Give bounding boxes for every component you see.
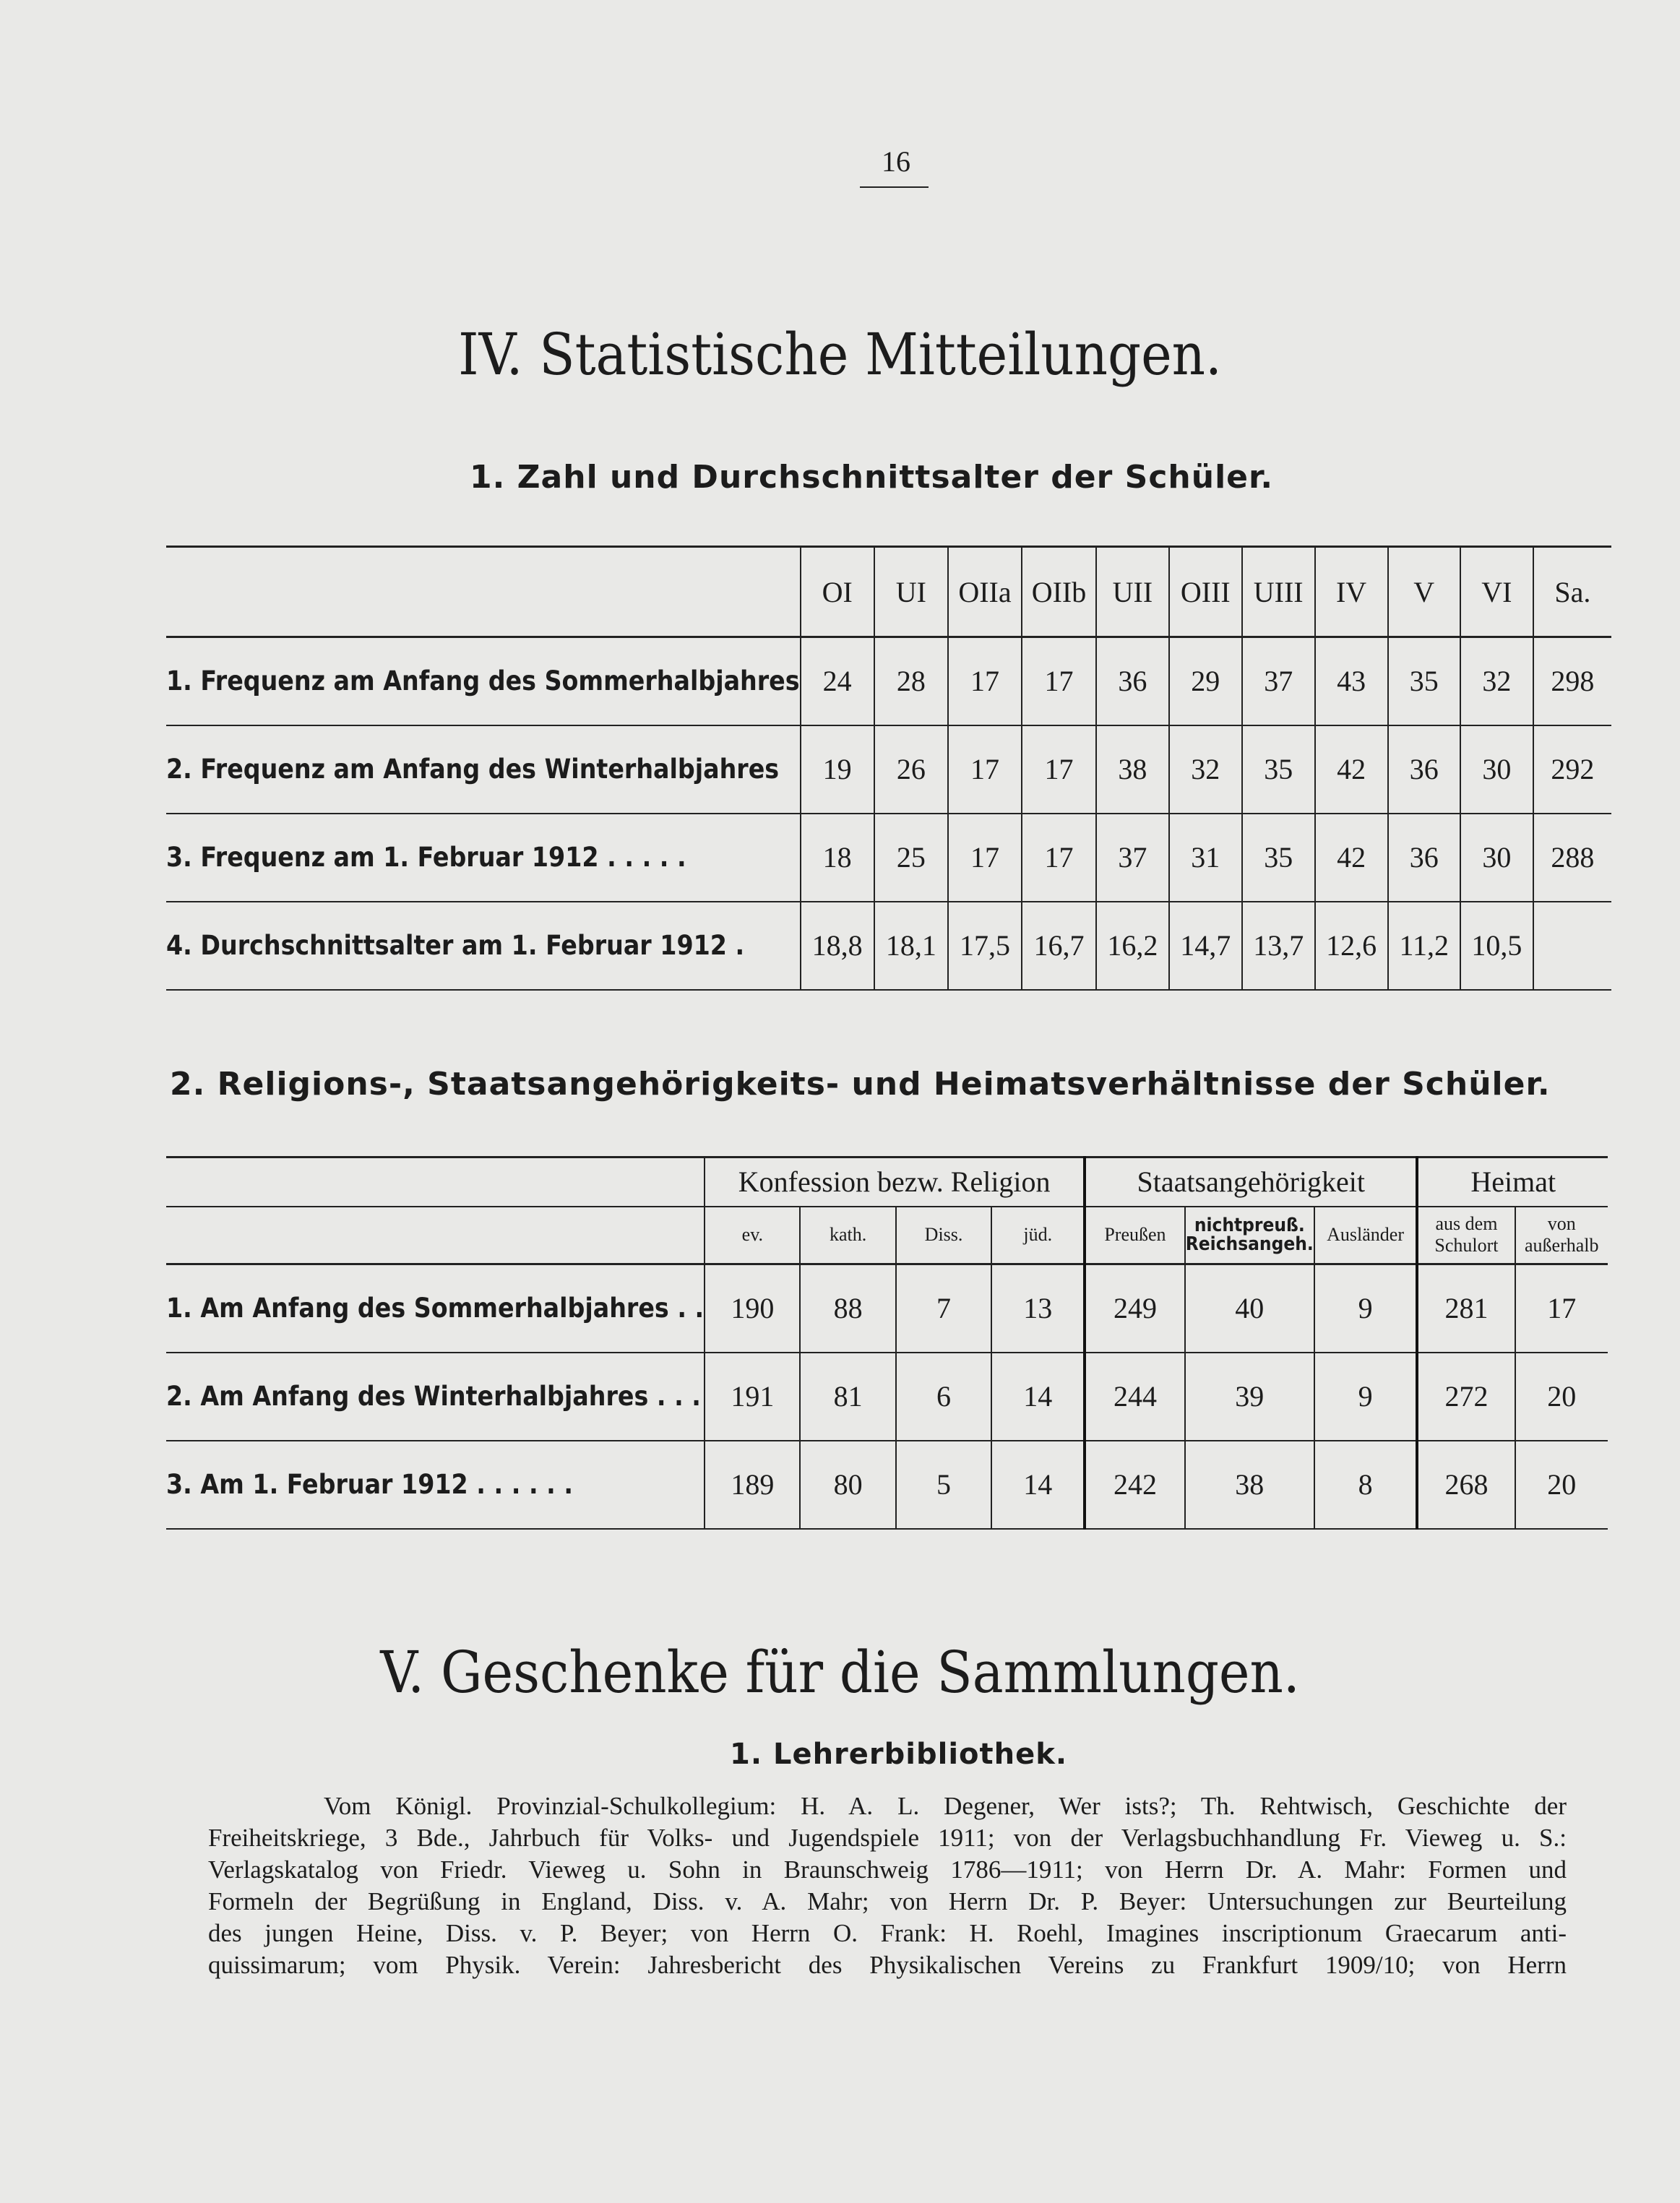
table-cell-sum: 288 bbox=[1533, 814, 1611, 902]
table-cell: 38 bbox=[1096, 725, 1169, 814]
table-cell: 32 bbox=[1460, 637, 1533, 725]
page-number: 16 bbox=[882, 145, 910, 178]
table-cell: 36 bbox=[1096, 637, 1169, 725]
table-cell: 32 bbox=[1169, 725, 1242, 814]
group-header-staatsangehoerigkeit: Staatsangehörigkeit bbox=[1085, 1157, 1417, 1207]
table1-col-header: IV bbox=[1315, 547, 1388, 637]
table-cell: 80 bbox=[800, 1441, 895, 1529]
table-cell: 17 bbox=[1022, 725, 1096, 814]
table-cell: 17,5 bbox=[948, 902, 1022, 990]
paragraph-line: Vom Königl. Provinzial-Schulkollegium: H. A. L. Degener, Wer ists?; Th. Rehtwisch, Geschichte der bbox=[324, 1792, 1567, 1820]
table-cell: 14 bbox=[991, 1441, 1085, 1529]
row-label: 2. Frequenz am Anfang des Winterhalbjahres bbox=[166, 725, 801, 814]
table-cell: 29 bbox=[1169, 637, 1242, 725]
table-cell: 20 bbox=[1515, 1353, 1608, 1441]
table-cell: 35 bbox=[1242, 725, 1315, 814]
subcol-header: von außerhalb bbox=[1515, 1207, 1608, 1264]
table-cell: 37 bbox=[1096, 814, 1169, 902]
table-cell: 30 bbox=[1460, 725, 1533, 814]
table-cell: 26 bbox=[874, 725, 948, 814]
section-iv-title: IV. Statistische Mitteilungen. bbox=[458, 321, 1222, 388]
table-cell: 13,7 bbox=[1242, 902, 1315, 990]
table-religion-citizenship-home bbox=[166, 1156, 1608, 1530]
paragraph-line: Verlagskatalog von Friedr. Vieweg u. Sohn in Braunschweig 1786—1911; von Herrn Dr. A. Mahr: Formen und bbox=[208, 1855, 1567, 1884]
table-cell: 40 bbox=[1185, 1264, 1314, 1353]
table-row bbox=[166, 1264, 1608, 1353]
subcol-header: aus dem Schulort bbox=[1417, 1207, 1515, 1264]
table-cell-sum: 292 bbox=[1533, 725, 1611, 814]
table-cell: 35 bbox=[1242, 814, 1315, 902]
lehrerbibliothek-title: 1. Lehrerbibliothek. bbox=[730, 1738, 1068, 1771]
table-cell: 31 bbox=[1169, 814, 1242, 902]
lehrerbibliothek-paragraph bbox=[208, 1790, 1567, 1981]
table1-header-blank bbox=[166, 547, 801, 637]
table-cell: 9 bbox=[1314, 1353, 1418, 1441]
group-header-heimat: Heimat bbox=[1417, 1157, 1608, 1207]
table1-col-header: UIII bbox=[1242, 547, 1315, 637]
table-cell: 7 bbox=[896, 1264, 992, 1353]
table-cell: 190 bbox=[705, 1264, 800, 1353]
paragraph-line: Formeln der Begrüßung in England, Diss. v. A. Mahr; von Herrn Dr. P. Beyer: Untersuchungen zur Beurteilung bbox=[208, 1887, 1567, 1915]
subcol-header: nichtpreuß. Reichsangeh. bbox=[1185, 1207, 1314, 1264]
table-cell-sum bbox=[1533, 902, 1611, 990]
table-row bbox=[166, 814, 1611, 902]
table-cell: 13 bbox=[991, 1264, 1085, 1353]
table-cell: 244 bbox=[1085, 1353, 1185, 1441]
table-row bbox=[166, 1353, 1608, 1441]
table-cell: 81 bbox=[800, 1353, 895, 1441]
table-cell: 16,7 bbox=[1022, 902, 1096, 990]
table-cell: 14 bbox=[991, 1353, 1085, 1441]
table-cell: 39 bbox=[1185, 1353, 1314, 1441]
table-cell: 17 bbox=[1022, 637, 1096, 725]
table-cell: 19 bbox=[801, 725, 874, 814]
table-cell: 242 bbox=[1085, 1441, 1185, 1529]
table1-col-header: UI bbox=[874, 547, 948, 637]
table-cell: 17 bbox=[948, 814, 1022, 902]
table-row bbox=[166, 725, 1611, 814]
table-frequency-age bbox=[166, 546, 1611, 991]
table-cell: 18 bbox=[801, 814, 874, 902]
table-cell: 30 bbox=[1460, 814, 1533, 902]
table-cell: 38 bbox=[1185, 1441, 1314, 1529]
table2-group-row bbox=[166, 1157, 1608, 1207]
table2-subheader-row bbox=[166, 1207, 1608, 1264]
table-cell: 36 bbox=[1388, 814, 1460, 902]
table-cell: 42 bbox=[1315, 725, 1388, 814]
subcol-header: Diss. bbox=[896, 1207, 992, 1264]
table-cell: 14,7 bbox=[1169, 902, 1242, 990]
table1-col-header: VI bbox=[1460, 547, 1533, 637]
row-label: 1. Am Anfang des Sommerhalbjahres . . bbox=[166, 1264, 705, 1353]
table-cell: 272 bbox=[1417, 1353, 1515, 1441]
subcol-header: Preußen bbox=[1085, 1207, 1185, 1264]
table-cell: 5 bbox=[896, 1441, 992, 1529]
table2-title: 2. Religions-, Staatsangehörigkeits- und Heimatsverhältnisse der Schüler. bbox=[170, 1066, 1551, 1103]
table2-subheader-blank bbox=[166, 1207, 705, 1264]
row-label: 3. Frequenz am 1. Februar 1912 . . . . . bbox=[166, 814, 801, 902]
table-cell: 8 bbox=[1314, 1441, 1418, 1529]
table-cell: 10,5 bbox=[1460, 902, 1533, 990]
table-row bbox=[166, 1441, 1608, 1529]
subcol-header: Ausländer bbox=[1314, 1207, 1418, 1264]
table-cell: 42 bbox=[1315, 814, 1388, 902]
table-cell: 249 bbox=[1085, 1264, 1185, 1353]
row-label: 3. Am 1. Februar 1912 . . . . . . bbox=[166, 1441, 705, 1529]
paragraph-line: quissimarum; vom Physik. Verein: Jahresbericht des Physikalischen Vereins zu Frankfurt 1909/10; von Herrn bbox=[208, 1951, 1567, 1979]
table-cell: 11,2 bbox=[1388, 902, 1460, 990]
table2-header-blank bbox=[166, 1157, 705, 1207]
page-number-rule bbox=[860, 186, 929, 188]
table-cell: 281 bbox=[1417, 1264, 1515, 1353]
table-cell: 37 bbox=[1242, 637, 1315, 725]
table-cell: 6 bbox=[896, 1353, 992, 1441]
subcol-header: ev. bbox=[705, 1207, 800, 1264]
table-cell: 43 bbox=[1315, 637, 1388, 725]
table-cell: 36 bbox=[1388, 725, 1460, 814]
table-cell: 12,6 bbox=[1315, 902, 1388, 990]
row-label: 4. Durchschnittsalter am 1. Februar 1912 . bbox=[166, 902, 801, 990]
group-header-konfession: Konfession bezw. Religion bbox=[705, 1157, 1085, 1207]
table-cell: 16,2 bbox=[1096, 902, 1169, 990]
table-cell: 88 bbox=[800, 1264, 895, 1353]
table-cell: 24 bbox=[801, 637, 874, 725]
table1-col-header: OIIb bbox=[1022, 547, 1096, 637]
table-cell: 17 bbox=[948, 725, 1022, 814]
table-cell: 189 bbox=[705, 1441, 800, 1529]
table1-col-header: OI bbox=[801, 547, 874, 637]
paragraph-line: Freiheitskriege, 3 Bde., Jahrbuch für Volks- und Jugendspiele 1911; von der Verlagsbuchhandlung Fr. Vieweg u. S.: bbox=[208, 1824, 1567, 1852]
table-row bbox=[166, 902, 1611, 990]
table-cell: 35 bbox=[1388, 637, 1460, 725]
row-label: 2. Am Anfang des Winterhalbjahres . . . bbox=[166, 1353, 705, 1441]
table-cell: 17 bbox=[1022, 814, 1096, 902]
table-cell: 268 bbox=[1417, 1441, 1515, 1529]
table-cell: 28 bbox=[874, 637, 948, 725]
table-row bbox=[166, 637, 1611, 725]
table1-col-header: UII bbox=[1096, 547, 1169, 637]
table-cell: 191 bbox=[705, 1353, 800, 1441]
table1-col-header: OIIa bbox=[948, 547, 1022, 637]
table-cell: 9 bbox=[1314, 1264, 1418, 1353]
section-v-title: V. Geschenke für die Sammlungen. bbox=[380, 1639, 1300, 1706]
subcol-header: jüd. bbox=[991, 1207, 1085, 1264]
table-cell-sum: 298 bbox=[1533, 637, 1611, 725]
table-cell: 18,1 bbox=[874, 902, 948, 990]
paragraph-line: des jungen Heine, Diss. v. P. Beyer; von Herrn O. Frank: H. Roehl, Imagines inscriptionum Graecarum anti- bbox=[208, 1919, 1567, 1947]
table-cell: 20 bbox=[1515, 1441, 1608, 1529]
table-cell: 17 bbox=[1515, 1264, 1608, 1353]
table-cell: 17 bbox=[948, 637, 1022, 725]
subcol-header: kath. bbox=[800, 1207, 895, 1264]
table1-col-header-sum: Sa. bbox=[1533, 547, 1611, 637]
row-label: 1. Frequenz am Anfang des Sommerhalbjahres bbox=[166, 637, 801, 725]
table1-col-header: V bbox=[1388, 547, 1460, 637]
table1-col-header: OIII bbox=[1169, 547, 1242, 637]
table-cell: 25 bbox=[874, 814, 948, 902]
table1-title: 1. Zahl und Durchschnittsalter der Schüler. bbox=[470, 459, 1274, 496]
table1-header-row bbox=[166, 547, 1611, 637]
table-cell: 18,8 bbox=[801, 902, 874, 990]
